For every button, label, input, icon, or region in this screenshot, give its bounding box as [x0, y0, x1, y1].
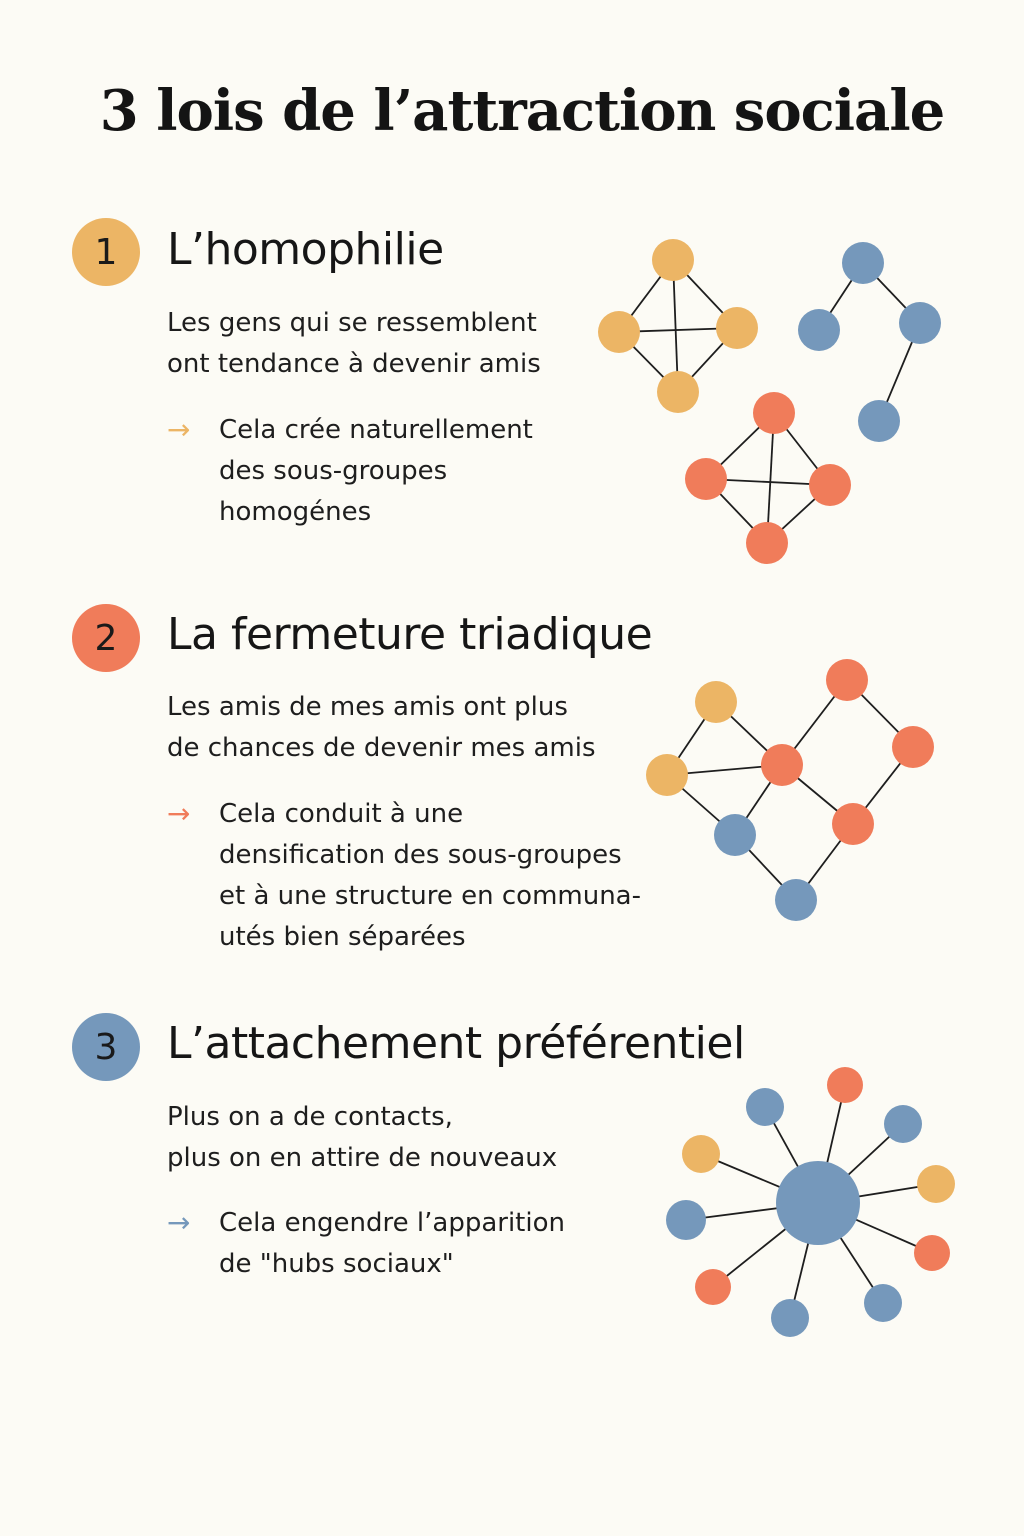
graph-node: [761, 744, 803, 786]
graph-node: [775, 879, 817, 921]
graph-node: [858, 400, 900, 442]
law-2-number-badge: 2: [72, 604, 140, 672]
law-1-heading: L’homophilie: [167, 224, 444, 275]
law-3-consequence-line: Cela engendre l’apparition: [219, 1208, 565, 1238]
graph-node: [899, 302, 941, 344]
graph-node: [914, 1235, 950, 1271]
law-1-description-line: Les gens qui se ressemblent: [167, 308, 537, 338]
graph-node: [716, 307, 758, 349]
law-1-consequence-line: Cela crée naturellement: [219, 415, 533, 445]
law-2-consequence-line: Cela conduit à une: [219, 799, 464, 829]
graph-node: [746, 522, 788, 564]
graph-node: [771, 1299, 809, 1337]
law-2-heading: La fermeture triadique: [167, 609, 653, 660]
graph-node: [657, 371, 699, 413]
graph-node: [798, 309, 840, 351]
law-2-arrow-icon: →: [167, 797, 191, 830]
law-3-arrow-icon: →: [167, 1206, 191, 1239]
graph-node: [598, 311, 640, 353]
law-2-description-line: Les amis de mes amis ont plus: [167, 692, 568, 722]
graph-node: [826, 659, 868, 701]
law-3-heading: L’attachement préférentiel: [167, 1018, 745, 1069]
law-1-arrow-icon: →: [167, 413, 191, 446]
law-2-description-line: de chances de devenir mes amis: [167, 733, 596, 763]
law-2-consequence-line: utés bien séparées: [219, 922, 466, 952]
network-nodes: [598, 239, 955, 1337]
graph-node: [832, 803, 874, 845]
law-2-consequence-line: et à une structure en communa-: [219, 881, 641, 911]
graph-node: [666, 1200, 706, 1240]
page-title: 3 lois de l’attraction sociale: [99, 78, 945, 144]
graph-node: [884, 1105, 922, 1143]
graph-node: [809, 464, 851, 506]
hub-node: [776, 1161, 860, 1245]
law-1-consequence-line: homogénes: [219, 497, 372, 527]
law-3-consequence-line: de "hubs sociaux": [219, 1249, 454, 1279]
graph-node: [646, 754, 688, 796]
graph-node: [746, 1088, 784, 1126]
law-1-number-badge: 1: [72, 218, 140, 286]
graph-node: [714, 814, 756, 856]
law-3-description-line: Plus on a de contacts,: [167, 1102, 453, 1132]
graph-node: [892, 726, 934, 768]
law-3-description-line: plus on en attire de nouveaux: [167, 1143, 558, 1173]
graph-node: [842, 242, 884, 284]
graph-node: [917, 1165, 955, 1203]
law-3-number-badge: 3: [72, 1013, 140, 1081]
law-1-consequence-line: des sous-groupes: [219, 456, 448, 486]
graph-node: [682, 1135, 720, 1173]
graph-node: [827, 1067, 863, 1103]
graph-node: [753, 392, 795, 434]
law-1-description-line: ont tendance à devenir amis: [167, 349, 541, 379]
graph-node: [652, 239, 694, 281]
graph-node: [864, 1284, 902, 1322]
graph-node: [695, 1269, 731, 1305]
graph-node: [695, 681, 737, 723]
graph-node: [685, 458, 727, 500]
law-2-consequence-line: densification des sous-groupes: [219, 840, 622, 870]
